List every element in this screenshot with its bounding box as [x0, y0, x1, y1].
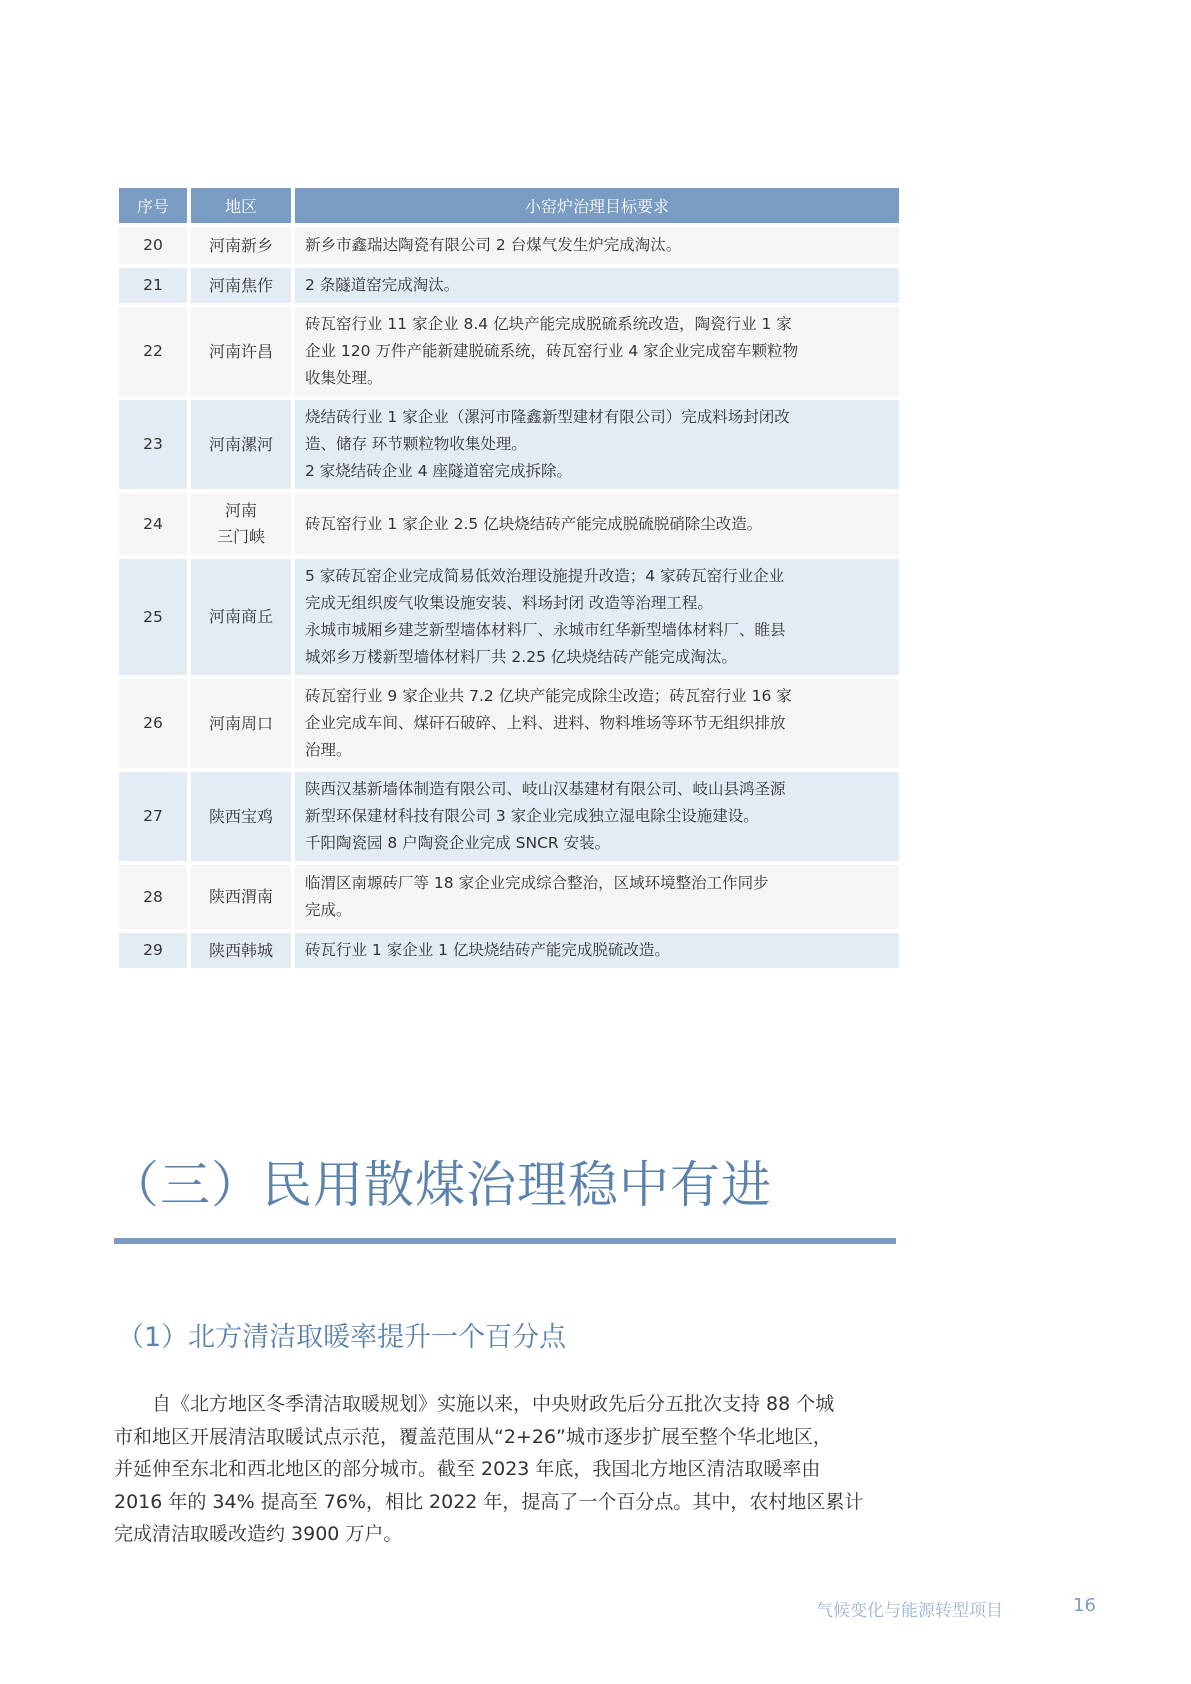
row-no: 23 — [119, 400, 187, 489]
table-row — [119, 307, 899, 396]
row-no: 27 — [119, 772, 187, 861]
row-no: 28 — [119, 865, 187, 929]
row-region: 陕西韩城 — [191, 933, 291, 968]
row-no: 22 — [119, 307, 187, 396]
row-requirement: 砖瓦行业 1 家企业 1 亿块烧结砖产能完成脱硫改造。 — [295, 933, 899, 968]
table-row — [119, 559, 899, 675]
table-row — [119, 268, 899, 303]
page-number: 16 — [1073, 1595, 1096, 1616]
table-row — [119, 865, 899, 929]
body-line: 并延伸至东北和西北地区的部分城市。截至 2023 年底，我国北方地区清洁取暖率由 — [114, 1458, 821, 1480]
section-title: （三）民用散煤治理稳中有进 — [109, 1156, 772, 1214]
table-body — [119, 227, 899, 968]
header-no: 序号 — [119, 188, 187, 223]
row-requirement: 烧结砖行业 1 家企业（漯河市隆鑫新型建材有限公司）完成料场封闭改 造、储存 环节颗粒物收集处理。 2 家烧结砖企业 4 座隧道窑完成拆除。 — [295, 400, 899, 489]
row-requirement: 临渭区南塬砖厂等 18 家企业完成综合整治，区域环境整治工作同步 完成。 — [295, 865, 899, 929]
row-requirement: 砖瓦窑行业 11 家企业 8.4 亿块产能完成脱硫系统改造，陶瓷行业 1 家 企业 120 万件产能新建脱硫系统，砖瓦窑行业 4 家企业完成窑车颗粒物 收集处理。 — [295, 307, 899, 396]
row-no: 20 — [119, 227, 187, 264]
row-requirement: 2 条隧道窑完成淘汰。 — [295, 268, 899, 303]
row-no: 26 — [119, 679, 187, 768]
body-line: 自《北方地区冬季清洁取暖规划》实施以来，中央财政先后分五批次支持 88 个城 — [114, 1393, 835, 1415]
row-region: 陕西宝鸡 — [191, 772, 291, 861]
body-paragraph — [114, 1388, 896, 1551]
kiln-governance-table — [115, 184, 903, 972]
table-row — [119, 772, 899, 861]
table-row — [119, 400, 899, 489]
table-row — [119, 679, 899, 768]
header-region: 地区 — [191, 188, 291, 223]
table-row — [119, 227, 899, 264]
row-no: 21 — [119, 268, 187, 303]
row-requirement: 新乡市鑫瑞达陶瓷有限公司 2 台煤气发生炉完成淘汰。 — [295, 227, 899, 264]
body-line: 市和地区开展清洁取暖试点示范，覆盖范围从“2+26”城市逐步扩展至整个华北地区， — [114, 1425, 832, 1448]
row-region: 河南周口 — [191, 679, 291, 768]
footer-project-title: 气候变化与能源转型项目 — [816, 1601, 1003, 1621]
row-requirement: 5 家砖瓦窑企业完成简易低效治理设施提升改造；4 家砖瓦窑行业企业 完成无组织废气收集设施安装、料场封闭 改造等治理工程。 永城市城厢乡建芝新型墙体材料厂、永城市红华新型墙体材料厂、睢县 城郊乡万楼新型墙体材料厂共 2.25 亿块烧结砖产能完成淘汰。 — [295, 559, 899, 675]
table-row — [119, 933, 899, 968]
body-line: 2016 年的 34% 提高至 76%，相比 2022 年，提高了一个百分点。其中，农村地区累计 — [114, 1490, 864, 1513]
section-divider — [114, 1238, 896, 1244]
row-region: 河南焦作 — [191, 268, 291, 303]
body-line: 完成清洁取暖改造约 3900 万户。 — [114, 1523, 403, 1545]
row-requirement: 砖瓦窑行业 9 家企业共 7.2 亿块产能完成除尘改造；砖瓦窑行业 16 家 企业完成车间、煤矸石破碎、上料、进料、物料堆场等环节无组织排放 治理。 — [295, 679, 899, 768]
row-no: 24 — [119, 493, 187, 555]
row-requirement: 砖瓦窑行业 1 家企业 2.5 亿块烧结砖产能完成脱硫脱硝除尘改造。 — [295, 493, 899, 555]
row-region: 河南 三门峡 — [191, 493, 291, 555]
row-no: 25 — [119, 559, 187, 675]
sub-section-title: （1）北方清洁取暖率提升一个百分点 — [117, 1322, 567, 1353]
row-region: 河南许昌 — [191, 307, 291, 396]
row-region: 河南漯河 — [191, 400, 291, 489]
row-no: 29 — [119, 933, 187, 968]
row-region: 陕西渭南 — [191, 865, 291, 929]
row-region: 河南商丘 — [191, 559, 291, 675]
table-row — [119, 493, 899, 555]
row-region: 河南新乡 — [191, 227, 291, 264]
table-header-row — [119, 188, 899, 223]
header-requirement: 小窑炉治理目标要求 — [295, 188, 899, 223]
row-requirement: 陕西汉基新墙体制造有限公司、岐山汉基建材有限公司、岐山县鸿圣源 新型环保建材科技有限公司 3 家企业完成独立湿电除尘设施建设。 千阳陶瓷园 8 户陶瓷企业完成 SNCR 安装。 — [295, 772, 899, 861]
